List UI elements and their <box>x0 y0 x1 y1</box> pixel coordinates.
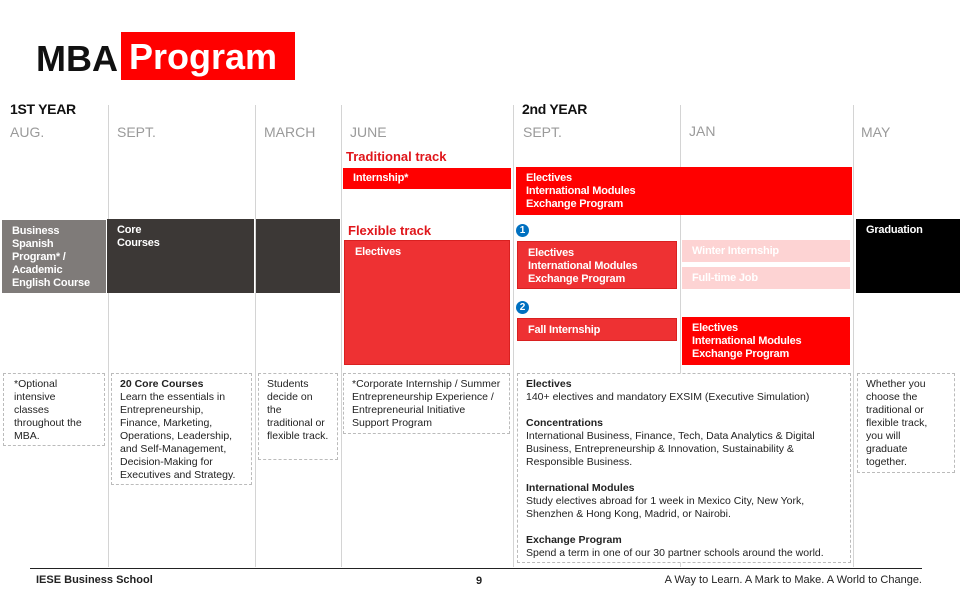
business-spanish-block: Business Spanish Program* / Academic English Course <box>2 220 106 293</box>
traditional-track-label: Traditional track <box>346 149 447 164</box>
month-label: AUG. <box>10 124 45 140</box>
month-label: MAY <box>861 124 891 140</box>
core-courses-block-march <box>256 219 340 293</box>
note-aug: *Optional intensive classes throughout the MBA. <box>3 373 105 446</box>
footer-school: IESE Business School <box>36 574 153 586</box>
winter-internship-block: Winter Internship <box>682 240 850 262</box>
month-label: JUNE <box>350 124 387 140</box>
block-line: Electives <box>692 322 738 334</box>
note-core-courses <box>111 373 252 485</box>
note-second-year <box>517 373 851 563</box>
option-1-electives-block <box>517 241 677 289</box>
note-section <box>526 417 842 469</box>
year-label-second: 2nd YEAR <box>522 101 588 117</box>
month-label: SEPT. <box>117 124 156 140</box>
block-line: Electives <box>528 247 574 259</box>
note-body: 140+ electives and mandatory EXSIM (Executive Simulation) <box>526 391 810 403</box>
block-line: Exchange Program <box>692 348 790 360</box>
full-time-job-block: Full-time Job <box>682 267 850 289</box>
traditional-second-year-block <box>516 167 852 215</box>
note-june: *Corporate Internship / Summer Entrepreneurship Experience / Entrepreneurial Initiative Support Program <box>343 373 510 434</box>
page-number: 9 <box>476 575 483 587</box>
note-title: 20 Core Courses <box>120 378 204 390</box>
note-title: Electives <box>526 378 572 390</box>
note-title: International Modules <box>526 482 635 494</box>
footer-tagline: A Way to Learn. A Mark to Make. A World to Change. <box>664 574 922 586</box>
option-2-jan-electives-block <box>682 317 850 365</box>
block-line: Exchange Program <box>528 273 626 285</box>
page-title-highlight: Program <box>121 32 295 80</box>
note-body: Spend a term in one of our 30 partner schools around the world. <box>526 547 824 559</box>
page-title: MBA <box>36 38 118 79</box>
note-march: Students decide on the traditional or flexible track. <box>258 373 338 460</box>
block-line: International Modules <box>528 260 638 272</box>
divider <box>255 105 256 567</box>
divider <box>108 105 109 567</box>
graduation-block: Graduation <box>856 219 960 293</box>
note-title: Exchange Program <box>526 534 622 546</box>
flexible-electives-block: Electives <box>344 240 510 365</box>
divider <box>513 105 514 567</box>
note-title: Concentrations <box>526 417 604 429</box>
note-section <box>526 378 842 404</box>
block-line: Exchange Program <box>526 198 624 210</box>
divider <box>853 105 854 567</box>
flexible-track-label: Flexible track <box>348 223 432 238</box>
option-1-badge: 1 <box>516 224 529 237</box>
fall-internship-block: Fall Internship <box>517 318 677 341</box>
month-label: MARCH <box>264 124 316 140</box>
note-may: Whether you choose the traditional or flexible track, you will graduate together. <box>857 373 955 473</box>
core-courses-block: Core Courses <box>107 219 254 293</box>
internship-block: Internship* <box>343 168 511 189</box>
note-section <box>526 534 842 560</box>
note-section <box>526 482 842 521</box>
month-label: JAN <box>689 123 716 139</box>
block-line: International Modules <box>692 335 802 347</box>
note-body: Study electives abroad for 1 week in Mexico City, New York, Shenzhen & Hong Kong, Madrid, or Nairobi. <box>526 495 805 520</box>
block-line: International Modules <box>526 185 636 197</box>
year-label-first: 1ST YEAR <box>10 101 76 117</box>
note-body: International Business, Finance, Tech, Data Analytics & Digital Business, Entrepreneurship & Innovation, Sustainability & Responsible Business. <box>526 430 815 468</box>
option-2-badge: 2 <box>516 301 529 314</box>
note-body: Learn the essentials in Entrepreneurship, Finance, Marketing, Operations, Leadership, and Self-Management, Decision-Making for Executives and Strategy. <box>120 391 236 481</box>
block-line: Electives <box>526 172 572 184</box>
divider <box>341 105 342 567</box>
month-label: SEPT. <box>523 124 562 140</box>
footer-divider <box>30 568 922 569</box>
